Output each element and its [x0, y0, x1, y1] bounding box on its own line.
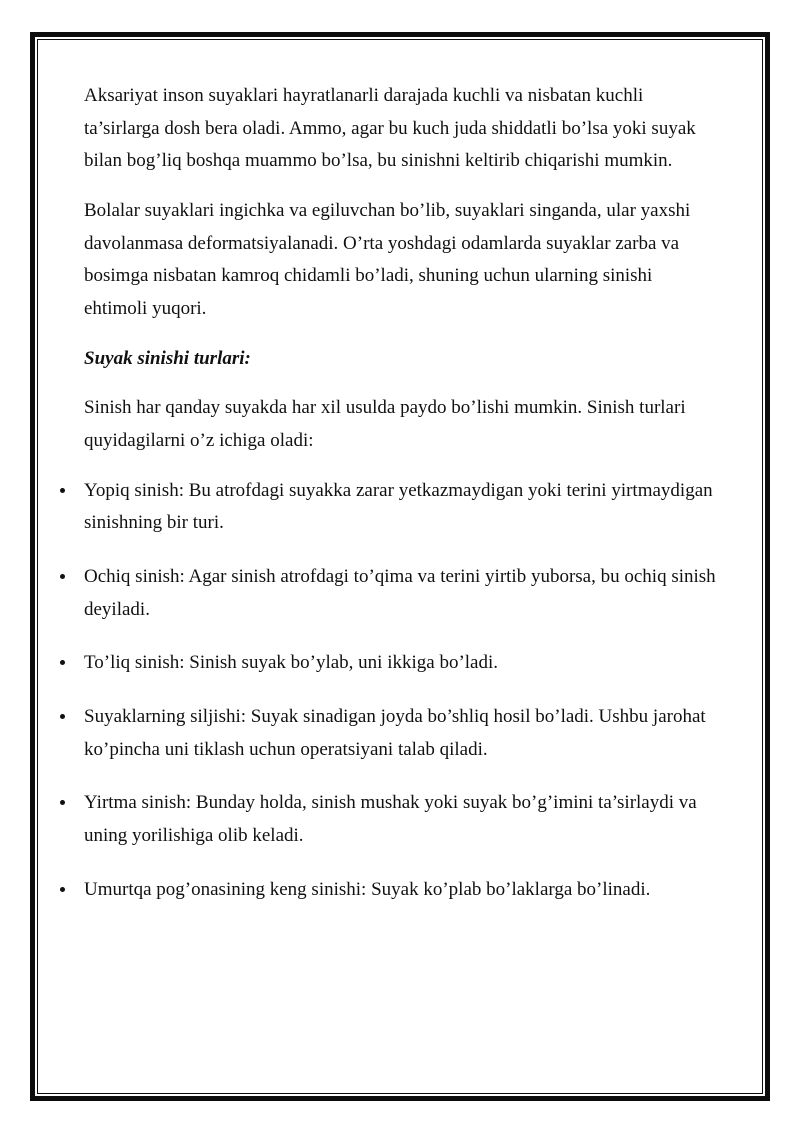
document-page	[37, 39, 763, 1094]
section-heading: Suyak sinishi turlari:	[84, 347, 251, 369]
list-item	[84, 701, 718, 766]
list-item-text: Umurtqa pog’onasining keng sinishi: Suyak ko’plab bo’laklarga bo’linadi.	[84, 878, 651, 900]
list-item	[84, 874, 718, 907]
list-item	[84, 475, 718, 540]
bullet-icon	[60, 488, 65, 493]
bullet-icon	[60, 660, 65, 665]
list-item-text: To’liq sinish: Sinish suyak bo’ylab, uni ikkiga bo’ladi.	[84, 652, 499, 674]
fracture-types-list	[84, 475, 718, 907]
bullet-icon	[60, 574, 65, 579]
list-item	[84, 647, 718, 680]
list-item	[84, 561, 718, 626]
list-item-text: Yopiq sinish: Bu atrofdagi suyakka zarar yetkazmaydigan yoki terini yirtmaydigan sinishning bir turi.	[84, 479, 713, 534]
bullet-icon	[60, 887, 65, 892]
paragraph-2: Bolalar suyaklari ingichka va egiluvchan bo’lib, suyaklari singanda, ular yaxshi davolanmasa deformatsiyalanadi. O’rta yoshdagi odamlarda suyaklar zarba va bosimga nisbatan kamroq chidamli bo’ladi, shuning uchun ularning sinishi ehtimoli yuqori.	[84, 200, 691, 320]
list-item-text: Ochiq sinish: Agar sinish atrofdagi to’qima va terini yirtib yuborsa, bu ochiq sinish deyiladi.	[84, 566, 716, 620]
list-item-text: Yirtma sinish: Bunday holda, sinish mushak yoki suyak bo’g’imini ta’sirlaydi va uning yorilishiga olib keladi.	[84, 792, 697, 847]
list-item	[84, 787, 718, 852]
page-border	[30, 32, 770, 1101]
bullet-icon	[60, 714, 65, 719]
paragraph-1: Aksariyat inson suyaklari hayratlanarli darajada kuchli va nisbatan kuchli ta’sirlarga dosh bera oladi. Ammo, agar bu kuch juda shiddatli bo’lsa yoki suyak bilan bog’liq boshqa muammo bo’lsa, bu sinishni keltirib chiqarishi mumkin.	[84, 85, 696, 172]
bullet-icon	[60, 800, 65, 805]
list-item-text: Suyaklarning siljishi: Suyak sinadigan joyda bo’shliq hosil bo’ladi. Ushbu jarohat ko’pincha uni tiklash uchun operatsiyani talab qiladi.	[84, 706, 706, 760]
intro-paragraph: Sinish har qanday suyakda har xil usulda paydo bo’lishi mumkin. Sinish turlari quyidagilarni o’z ichiga oladi:	[84, 397, 686, 452]
